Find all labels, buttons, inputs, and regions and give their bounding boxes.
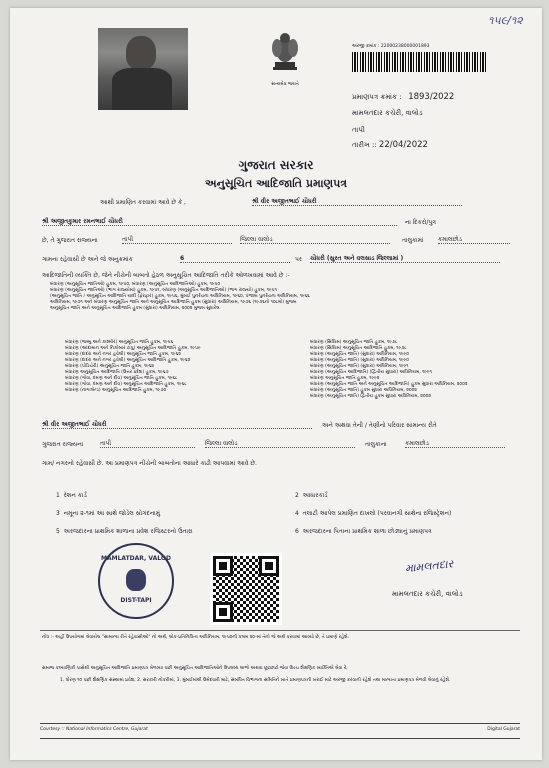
taluka-value: કમાલછોડ <box>438 236 510 244</box>
divider <box>40 630 520 631</box>
pr-label: પર <box>295 256 302 263</box>
village-text: ગામના રહેવાસી છે અને જે અનુક્રમાંક <box>42 256 133 263</box>
taluka2-value: કમાલછોડ <box>405 440 505 448</box>
doc-item-3: 3 નમૂના ૨-૧માં આ સાથે જોડેલ સોગંદનામું <box>56 510 161 517</box>
note-verification: 1. ધોરણ ૧૦ પછી શૈક્ષણિક સંસ્થામાં પ્રવેશ, 2. સરકારી નોકરીમાં, 3. મુંબઈમાંથી ઉમેદવારી માટે, સંબંધિત વિભાગના સમિતિને ખાતે પ્રમાણપત્રની ખરાઈ માટે અરજી કરવાની રહેશે તથા માન્યતા પ્રમાણપત્ર મેળવી લેવાનું રહેશે. <box>60 678 451 683</box>
applicant-photo <box>98 28 188 110</box>
tribe-text: આદિજાતિની વ્યક્તિ છે, જેને નીચેની બાબતો હેઠળ અનુસૂચિત આદિજાતિ તરીકે ઓળખવામાં આવે છે :- <box>42 272 290 279</box>
issue-date: તારીખ :: 22/04/2022 <box>352 140 428 150</box>
doc-item-5: 5 અરજદારના પ્રાથમિક શાળાના પ્રવેશ રજિસ્ટરનો ઉતારા <box>56 528 193 535</box>
orders-paragraph: બંધારણ (અનુસૂચિત જાતિઓ) હુકમ, ૧૯૫૦, બંધારણ (અનુસૂચિત આદિજાતિઓ) હુકમ, ૧૯૫૦ બંધારણ (અનુસૂચિત જાતિઓ) (ભાગ રાજ્યોમાં) હુકમ, ૧૯૫૧, બંધારણ (અનુસૂચિત આદિજાતિઓ) (ભાગ રાજ્યો) હુકમ, ૧૯૫૧ (અનુસૂચિત જાતિ / અનુસૂચિત આદિજાતિ યાદી (ફેરફાર) હુકમ, ૧૯૫૬, મુંબઈ પુનર્રચના અધિનિયમ, ૧૯૬૦, પંજાબ પુનર્રચના અધિનિયમ, ૧૯૬૬ અધિનિયમ, ૧૯૭૧ અને બંધારણ અનુસૂચિત જાતિ અને અનુસૂચિત આદિજાતિ હુકમ (સુધારા) અધિનિયમ, ૧૯૭૬ (૧૯૭૬નો ૧૦૮મો) મુજબ અનુસૂચિત જાતિ અને અનુસૂચિત આદિજાતિ હુકમ (સુધારા) અધિનિયમ, ૨૦૦૨ મુજબ સુધારેલ <box>50 282 310 311</box>
orders-left-list: બંધારણ (જમ્મુ અને કાશ્મીર) અનુસૂચિત જાતિ હુકમ, ૧૯૫૬ બંધારણ (આંદામાન અને નિકોબાર ટાપુ) અનુસૂચિત આદિજાતિ હુકમ, ૧૯૫૯ બંધારણ (દાદરા અને નગર હવેલી) અનુસૂચિત જાતિ હુકમ, ૧૯૬૨ બંધારણ (દાદરા અને નગર હવેલી) અનુસૂચિત આદિજાતિ હુકમ, ૧૯૬૨ બંધારણ (પોંડિચેરી) અનુસૂચિત જાતિ હુકમ, ૧૯૬૪ બંધારણ અનુસૂચિત આદિજાતિ (ઉત્તર પ્રદેશ) હુકમ, ૧૯૬૭ બંધારણ (ગોવા, દમણ અને દીવ) અનુસૂચિત જાતિ હુકમ, ૧૯૬૮ બંધારણ (ગોવા, દમણ અને દીવ) અનુસૂચિત આદિજાતિ હુકમ, ૧૯૬૮ બંધારણ (નાગાલેન્ડ) અનુસૂચિત આદિજાતિ હુકમ, ૧૯૭૦ <box>65 340 201 393</box>
footer-bar <box>40 723 520 739</box>
corner-handwritten-note: ૧૫૯/૧૨ <box>488 14 523 27</box>
district-label: જિલ્લા વાલોડ <box>240 236 390 244</box>
official-seal-icon: MAMLATDAR, VALOD DIST-TAPI <box>98 543 174 619</box>
state2-text: ગુજરાત રાજ્યના <box>42 441 84 448</box>
certificate-title: અનુસૂચિત આદિજાતિ પ્રમાણપત્ર <box>204 177 348 190</box>
village2-text: ગામ/ નગરનો રહેવાસી છે. આ પ્રમાણપત્ર નીચેની બાબતોના આધારે કાઢી આપવામાં આવે છે. <box>42 460 257 467</box>
signatory-office: મામલતદાર કચેરી, વાલોડ <box>392 590 463 598</box>
barcode <box>352 52 488 72</box>
note-usual-resident: નોંધ :- અહીં ઉપયોગમાં લેવાયેલ "સામાન્ય રીતે રહેવાસીઓ" નો અર્થ, લોક-પ્રતિનિધિત્વ અધિનિયમ, ૧૯૫૦ની કલમ ૨૦-માં તેનો જે અર્થ કરવામાં આવ્યો છે, તે પ્રમાણે રહેશે. <box>42 635 350 640</box>
note-benefits: સમાજ કલ્યાણિકી પાસેથી અનુસૂચિત આદિજાતિ પ્રમાણપત્ર મેળવ્યા પછી અનુસૂચિત આદિજાતિઓને ઉપલબ્ધ લાભો અથવા છૂટછાટો જેવા ઉચ્ચ શૈક્ષણિક વ્યક્તિએ લેવા રે, <box>42 666 348 671</box>
application-number: અરજી ક્રમાંક : 22000238000001893 <box>352 44 430 49</box>
government-title: ગુજરાત સરકાર <box>238 158 314 172</box>
serial-number: 6 <box>180 255 290 263</box>
state-text: છે, તે ગુજરાત રાજ્યના <box>42 237 98 244</box>
taluka2-label: તાલુકાના <box>365 441 387 448</box>
doc-item-2: 2 આધારકાર્ડ <box>295 492 328 499</box>
emblem-caption: સત્યમેવ જયતે <box>271 82 299 87</box>
doc-item-1: 1 રેશન કાર્ડ <box>56 492 87 499</box>
district2-value: તાપી <box>100 440 195 448</box>
certificate-page <box>10 8 542 760</box>
orders-right-list: બંધારણ (સિક્કિમ) અનુસૂચિત જાતિ હુકમ, ૧૯૭૮ બંધારણ (સિક્કિમ) અનુસૂચિત આદિજાતિ હુકમ, ૧૯૭૮ બંધારણ (અનુસૂચિત જાતિ) (સુધારા) અધિનિયમ, ૧૯૯૦ બંધારણ (અનુસૂચિત જાતિ) (સુધારા) અધિનિયમ, ૧૯૯૦ બંધારણ (અનુસૂચિત જાતિ) (સુધારા) અધિનિયમ, ૧૯૯૧ બંધારણ (અનુસૂચિત આદિજાતિ) (દ્વિતીય સુધારા) અધિનિયમ, ૧૯૯૧ બંધારણ અનુસૂચિત જાતિ હુકમ, ૧૯૯૨ બંધારણ (અનુસૂચિત જાતિ અને અનુસૂચિત આદિજાતિ) હુકમ સુધારા અધિનિયમ, ૨૦૦૨ બંધારણ (અનુસૂચિત જાતિ) હુકમ સુધારા અધિનિયમ, ૨૦૦૨ બંધારણ (અનુસૂચિત જાતિ) દ્વિતીય હુકમ સુધારા અધિનિયમ, ૨૦૦૨ <box>310 340 468 399</box>
district-value: તાપી <box>122 236 232 244</box>
intro-text: આથી પ્રમાણિત કરવામાં આવે છે કે , <box>100 199 186 206</box>
footer-courtesy: Courtesy :: National Informatics Centre, Gujarat <box>40 727 148 732</box>
father-name: શ્રી વીર અજીતભાઈ ચૌધરી <box>252 198 462 206</box>
district2-label: જિલ્લા વાલોડ <box>205 440 355 448</box>
family-text: અને અથવા તેની / તેણીનો પરિવાર સામાન્ય રીતે <box>322 422 437 429</box>
signature: મામલતદાર <box>404 557 454 576</box>
doc-item-6: 6 અરજદારના પિતાના પ્રાથમિક શાળા છોડ્યાનું પ્રમાણપત્ર <box>295 528 432 535</box>
qr-code-icon <box>210 553 282 625</box>
taluka-label: તાલુકામાં <box>402 237 424 244</box>
relation-text: ના દિકરો/પુત્ર <box>405 219 437 226</box>
doc-item-4: 4 તલાટી આપેલ પ્રમાણિત દાખલો (પરવાનગી સાથેના રજિસ્ટ્રેશન) <box>295 510 452 517</box>
issuing-district: તાપી <box>352 126 365 134</box>
applicant-name: શ્રી અજીતકુમાર રમનભાઈ ચૌધરી <box>42 218 397 226</box>
resident-name: શ્રી વીર અજીતભાઈ ચૌધરી <box>42 421 312 429</box>
issuing-office: મામલતદાર કચેરી, વાલોડ <box>352 109 423 117</box>
footer-brand: Digital Gujarat <box>487 727 520 732</box>
tribe-name: ચૌધરી (સુરત અને વલસાડ જિલ્લામાં ) <box>310 255 500 263</box>
certificate-number: પ્રમાણપત્ર ક્રમાંક : 1893/2022 <box>352 92 455 102</box>
state-emblem-icon <box>265 28 305 80</box>
